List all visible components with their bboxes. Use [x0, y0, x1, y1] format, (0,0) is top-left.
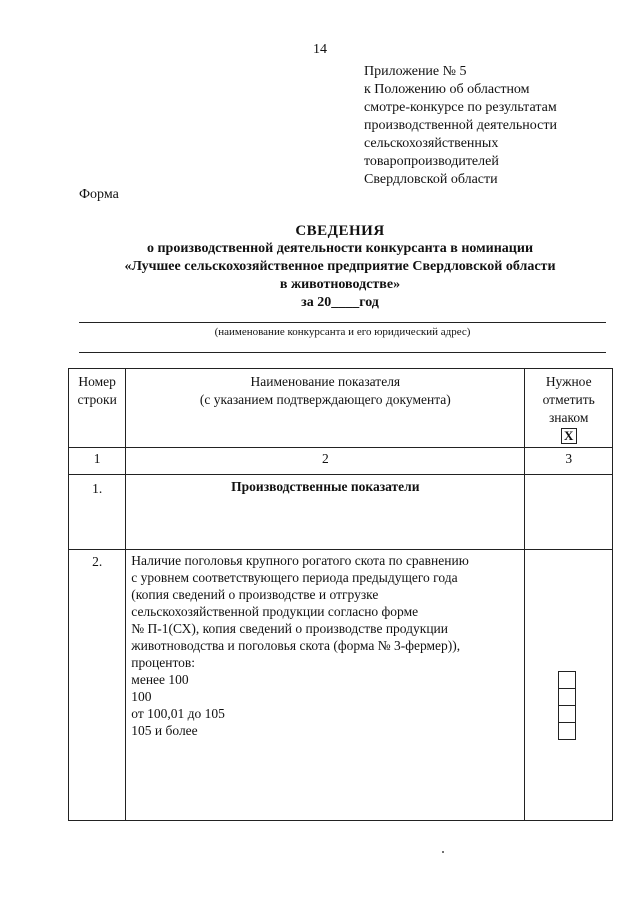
description-line: (копия сведений о производстве и отгрузке — [131, 587, 379, 602]
title-line: в животноводстве» — [279, 277, 401, 292]
header-row-number — [69, 369, 126, 448]
appendix-line: смотре-конкурсе по результатам — [364, 100, 557, 115]
column-number: 2 — [126, 448, 525, 475]
document-title — [60, 222, 620, 312]
header-text: строки — [77, 392, 117, 407]
header-mark — [525, 369, 613, 448]
title-year-line: за 20____год — [301, 295, 379, 310]
appendix-block — [364, 63, 634, 189]
column-number: 1 — [69, 448, 126, 475]
mark-cell — [525, 550, 613, 821]
form-label: Форма — [79, 187, 119, 202]
appendix-line: сельскохозяйственных — [364, 136, 499, 151]
description-line: с уровнем соответствующего периода предыдущего года — [131, 570, 458, 585]
header-text: Наименование показателя — [250, 374, 401, 389]
header-indicator-name — [126, 369, 525, 448]
description-line: сельскохозяйственной продукции согласно форме — [131, 604, 419, 619]
option-label: от 100,01 до 105 — [131, 706, 225, 721]
appendix-line: Приложение № 5 — [364, 64, 467, 79]
description-line: процентов: — [131, 655, 196, 670]
header-text: отметить — [542, 392, 595, 407]
description-line: животноводства и поголовья скота (форма № 3-фермер)), — [131, 638, 461, 653]
appendix-line: Свердловской области — [364, 172, 498, 187]
header-text: Номер — [78, 374, 116, 389]
name-entry-line[interactable] — [79, 322, 606, 323]
appendix-line: к Положению об областном — [364, 82, 530, 97]
section-heading: Производственные показатели — [126, 475, 525, 550]
row-number: 1. — [69, 475, 126, 550]
title-line: о производственной деятельности конкурсанта в номинации — [146, 241, 534, 256]
checkbox-less-100[interactable] — [558, 671, 576, 689]
column-number: 3 — [525, 448, 613, 475]
checkbox-100[interactable] — [558, 688, 576, 706]
table-row — [69, 550, 613, 821]
name-entry-line-2[interactable] — [79, 352, 606, 353]
option-label: 105 и более — [131, 723, 198, 738]
header-text: Нужное — [545, 374, 592, 389]
column-numbers-row — [69, 448, 613, 475]
title-line: «Лучшее сельскохозяйственное предприятие Свердловской области — [124, 259, 556, 274]
mark-cell — [525, 475, 613, 550]
appendix-line: товаропроизводителей — [364, 154, 499, 169]
appendix-line: производственной деятельности — [364, 118, 557, 133]
description-line: Наличие поголовья крупного рогатого скота по сравнению — [131, 553, 469, 568]
option-label: менее 100 — [131, 672, 189, 687]
checkbox-100-105[interactable] — [558, 705, 576, 723]
row-number: 2. — [69, 550, 126, 821]
header-text: знаком — [548, 410, 589, 425]
indicators-table — [68, 368, 613, 821]
x-mark-sample: X — [561, 428, 577, 444]
header-text: (с указанием подтверждающего документа) — [199, 392, 451, 407]
table-row — [69, 475, 613, 550]
option-label: 100 — [131, 689, 152, 704]
checkbox-group — [558, 672, 576, 740]
title-heading: СВЕДЕНИЯ — [295, 223, 385, 239]
checkbox-105-more[interactable] — [558, 722, 576, 740]
page-number: 14 — [313, 42, 327, 57]
indicator-description — [126, 550, 525, 821]
description-line: № П-1(СХ), копия сведений о производстве продукции — [131, 621, 449, 636]
table-header-row — [69, 369, 613, 448]
scan-speck — [442, 851, 444, 853]
name-caption: (наименование конкурсанта и его юридический адрес) — [214, 326, 471, 338]
